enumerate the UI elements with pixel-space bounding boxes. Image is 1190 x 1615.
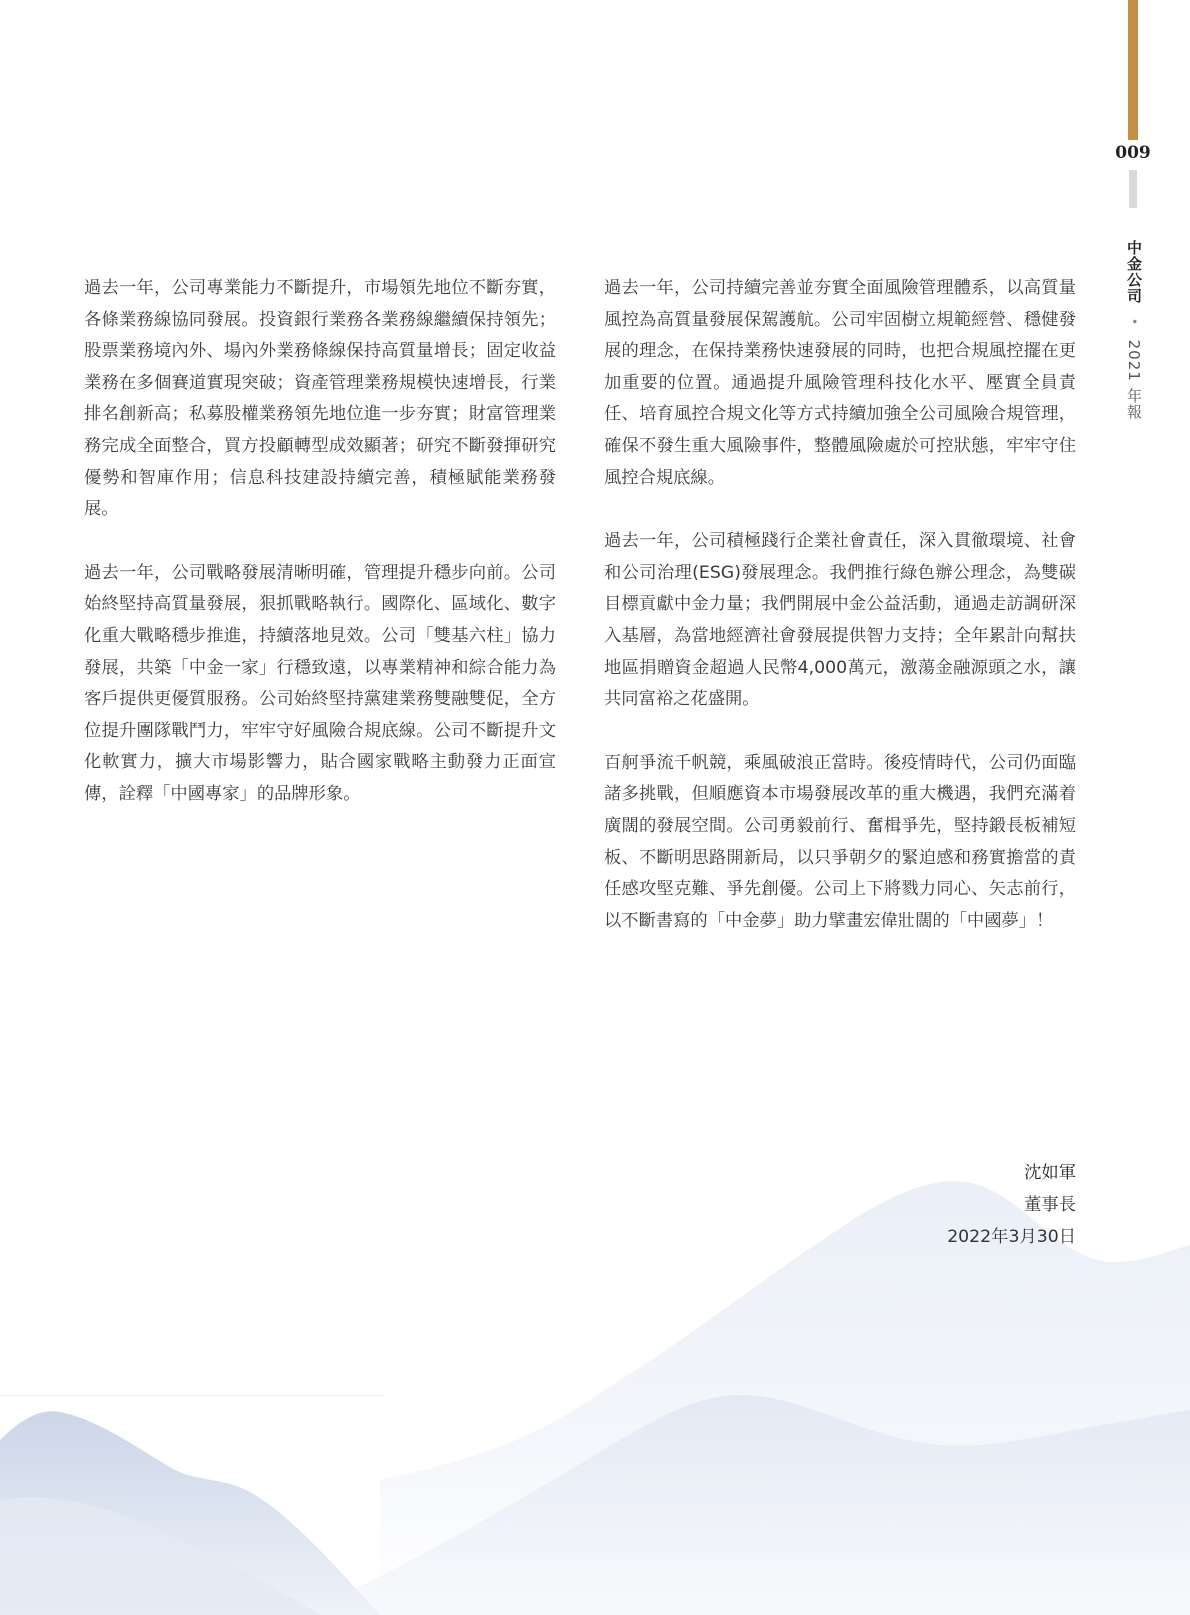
signatory-name: 沈如軍: [1024, 1163, 1076, 1183]
paragraph: 過去一年，公司積極踐行企業社會責任，深入貫徹環境、社會和公司治理(ESG)發展理念。我們推行綠色辦公理念，為雙碳目標貢獻中金力量；我們開展中金公益活動，通過走訪調研深入基層，為當地經濟社會發展提供智力支持；全年累計向幫扶地區捐贈資金超過人民幣4,000萬元，激蕩金融源頭之水，讓共同富裕之花盛開。: [604, 531, 1076, 710]
paragraph: 百舸爭流千帆競，乘風破浪正當時。後疫情時代，公司仍面臨諸多挑戰，但順應資本市場發展改革的重大機遇，我們充滿着廣闊的發展空間。公司勇毅前行、奮楫爭先，堅持鍛長板補短板、不斷明思路開新局，以只爭朝夕的緊迫感和務實擔當的責任感攻堅克難、爭先創優。公司上下將戮力同心、矢志前行，以不斷書寫的「中金夢」助力擘畫宏偉壯闊的「中國夢」！: [604, 752, 1076, 931]
report-title: 2021 年報: [1125, 339, 1143, 420]
signature-date: 2022年3月30日: [947, 1227, 1076, 1247]
left-column: [84, 273, 556, 843]
paragraph: 過去一年，公司持續完善並夯實全面風險管理體系，以高質量風控為高質量發展保駕護航。公司牢固樹立規範經營、穩健發展的理念，在保持業務快速發展的同時，也把合規風控擺在更加重要的位置。通過提升風險管理科技化水平、壓實全員責任、培育風控合規文化等方式持續加強全公司風險合規管理，確保不發生重大風險事件，整體風險處於可控狀態，牢牢守住風控合規底線。: [604, 278, 1076, 488]
separator-dot: •: [1127, 317, 1141, 326]
signature-block: [947, 1157, 1076, 1253]
page-number: 009: [1115, 143, 1151, 163]
footer-divider: [0, 1395, 383, 1396]
right-column: [604, 273, 1076, 969]
paragraph: 過去一年，公司專業能力不斷提升，市場領先地位不斷夯實，各條業務線協同發展。投資銀行業務各業務線繼續保持領先；股票業務境內外、場內外業務條線保持高質量增長；固定收益業務在多個賽道實現突破；資產管理業務規模快速增長，行業排名創新高；私募股權業務領先地位進一步夯實；財富管理業務完成全面整合，買方投顧轉型成效顯著；研究不斷發揮研究優勢和智庫作用；信息科技建設持續完善，積極賦能業務發展。: [84, 278, 556, 520]
paragraph: 過去一年，公司戰略發展清晰明確，管理提升穩步向前。公司始終堅持高質量發展，狠抓戰略執行。國際化、區域化、數字化重大戰略穩步推進，持續落地見效。公司「雙基六柱」協力發展，共築「中金一家」行穩致遠，以專業精神和綜合能力為客戶提供更優質服務。公司始終堅持黨建業務雙融雙促，全方位提升團隊戰鬥力，牢牢守好風險合規底線。公司不斷提升文化軟實力，擴大市場影響力，貼合國家戰略主動發力正面宣傳，詮釋「中國專家」的品牌形象。: [84, 562, 556, 804]
running-header: [1121, 240, 1145, 420]
company-name: 中金公司: [1125, 240, 1143, 304]
divider-bar: [1129, 170, 1137, 208]
signatory-title: 董事長: [1024, 1195, 1076, 1215]
accent-bar: [1128, 0, 1138, 140]
